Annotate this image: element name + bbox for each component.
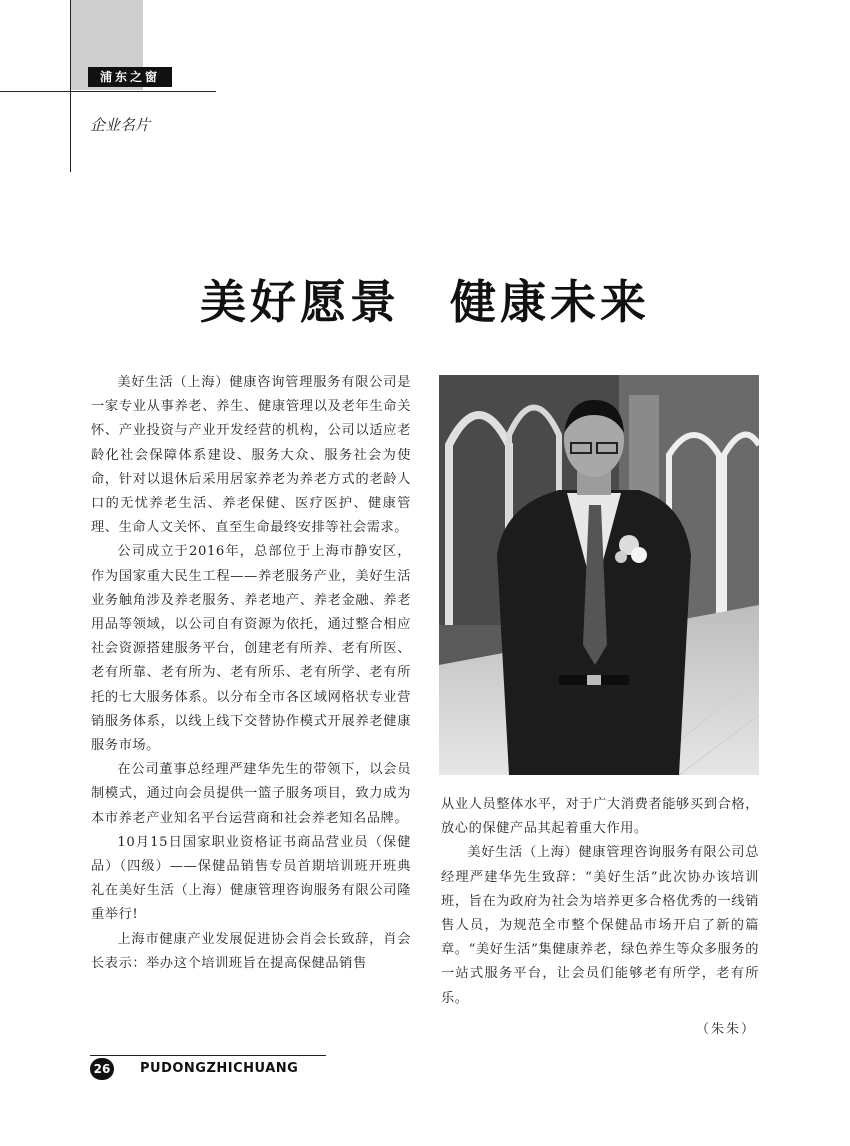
author-signature: （朱朱） (695, 1022, 756, 1037)
paragraph-speech: 上海市健康产业发展促进协会肖会长致辞，肖会长表示：举办这个培训班旨在提高保健品销售 (91, 931, 411, 971)
paragraph-speech-continued: 从业人员整体水平，对于广大消费者能够买到合格，放心的保健产品其起着重大作用。 (441, 797, 759, 837)
footer-brand: PUDONGZHICHUANG (140, 1061, 299, 1076)
executive-photo (439, 375, 759, 775)
page-number: 26 (90, 1058, 114, 1080)
right-column (441, 793, 759, 1011)
paragraph-training: 10月15日国家职业资格证书商品营业员（保健品）（四级）——保健品销售专员首期培训班开班典礼在美好生活（上海）健康管理咨询服务有限公司隆重举行! (91, 834, 411, 923)
paragraph-company: 公司成立于2016年，总部位于上海市静安区，作为国家重大民生工程——养老服务产业，美好生活业务触角涉及养老服务、养老地产、养老金融、养老用品等领域，以公司自有资源为依托，通过整合相应社会资源搭建服务平台，创建老有所养、老有所医、老有所靠、老有所为、老有所乐、老有所学、老有所托的七大服务体系。以分布全市各区域网格状专业营销服务体系，以线上线下交替协作模式开展养老健康服务市场。 (91, 544, 411, 754)
footer-rule (90, 1055, 326, 1056)
article-title: 美好愿景 健康未来 (200, 275, 650, 329)
section-label: 企业名片 (90, 116, 151, 134)
header-horizontal-rule (0, 91, 216, 92)
photo-illustration (439, 375, 759, 775)
paragraph-gm-speech: 美好生活（上海）健康管理咨询服务有限公司总经理严建华先生致辞：“美好生活”此次协办该培训班，旨在为政府为社会为培养更多合格优秀的一线销售人员，为规范全市整个保健品市场开启了新的篇章。“美好生活”集健康养老，绿色养生等众多服务的一站式服务平台，让会员们能够老有所学，老有所乐。 (441, 845, 760, 1006)
header-vertical-rule (70, 0, 71, 172)
magazine-logo: 浦东之窗 (88, 67, 172, 87)
left-column (91, 371, 411, 976)
paragraph-leadership: 在公司董事总经理严建华先生的带领下，以会员制模式，通过向会员提供一篮子服务项目，致力成为本市养老产业知名平台运营商和社会养老知名品牌。 (91, 762, 411, 826)
paragraph-intro: 美好生活（上海）健康咨询管理服务有限公司是一家专业从事养老、养生、健康管理以及老年生命关怀、产业投资与产业开发经营的机构，公司以适应老龄化社会保障体系建设、服务大众、服务社会为使命，针对以退休后采用居家养老为养老方式的老龄人口的无忧养老生活、养老保健、医疗医护、健康管理、生命人文关怀、直至生命最终安排等社会需求。 (91, 375, 411, 536)
